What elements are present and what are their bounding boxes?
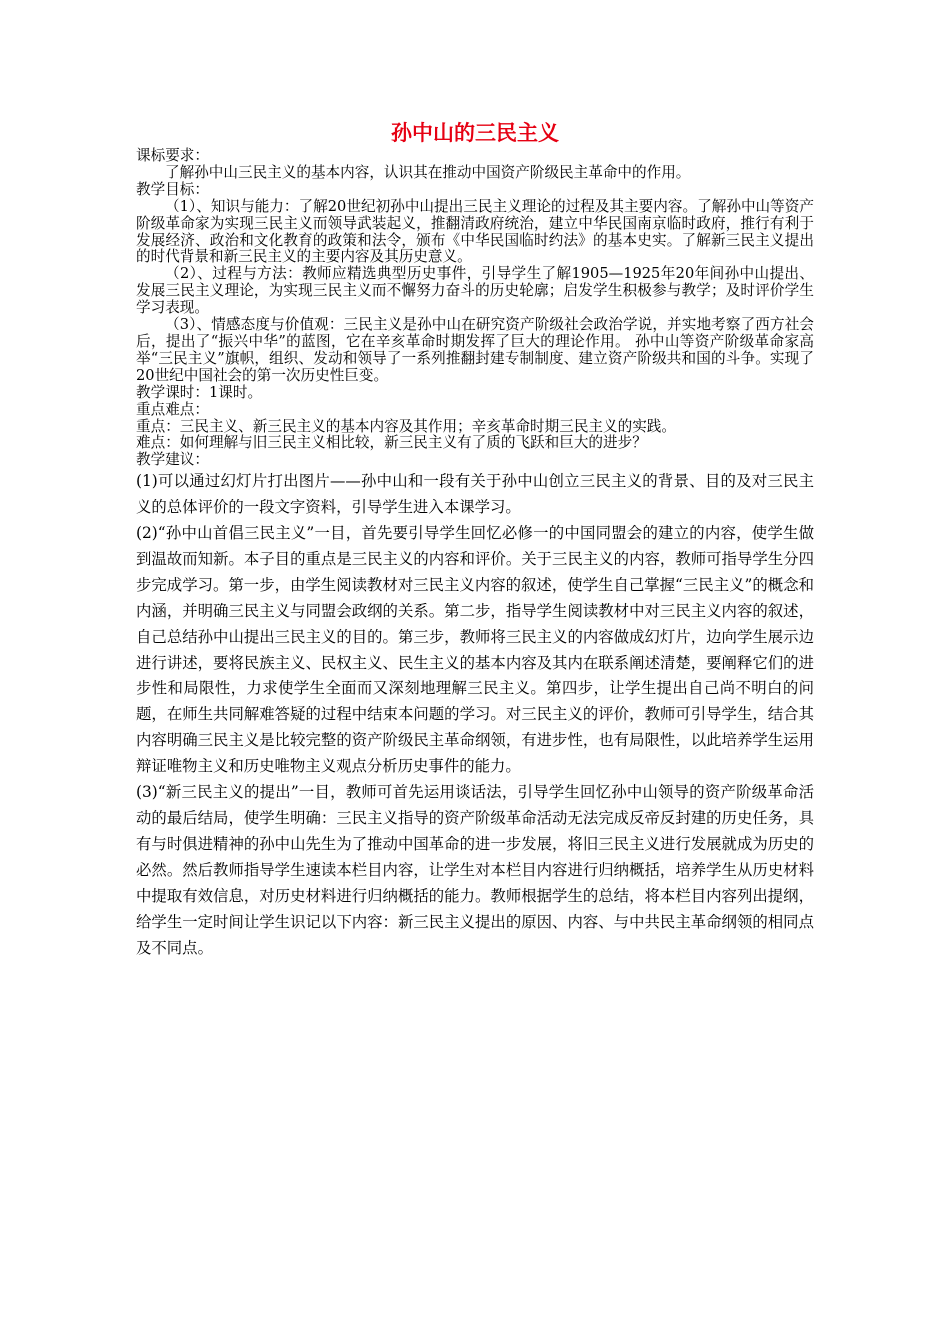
suggestion-3: (3)“新三民主义的提出”一目，教师可首先运用谈话法，引导学生回忆孙中山领导的资产阶级革命活动的最后结局，使学生明确：三民主义指导的资产阶级革命活动无法完成反帝反封建的历史任务，具有与时俱进精神的孙中山先生为了推动中国革命的进一步发展，将旧三民主义进行发展就成为历史的必然。然后教师指导学生速读本栏目内容，让学生对本栏目内容进行归纳概括，培养学生从历史材料中提取有效信息，对历史材料进行归纳概括的能力。教师根据学生的总结，将本栏目内容列出提纲，给学生一定时间让学生识记以下内容：新三民主义提出的原因、内容、与中共民主革命纲领的相同点及不同点。 <box>136 783 814 957</box>
suggestion-2: (2)“孙中山首倡三民主义”一目，首先要引导学生回忆必修一的中国同盟会的建立的内容，使学生做到温故而知新。本子目的重点是三民主义的内容和评价。关于三民主义的内容，教师可指导学生分四步完成学习。第一步，由学生阅读教材对三民主义内容的叙述，使学生自己掌握“三民主义”的概念和内涵，并明确三民主义与同盟会政纲的关系。第二步，指导学生阅读教材中对三民主义内容的叙述，自己总结孙中山提出三民主义的目的。第三步，教师将三民主义的内容做成幻灯片，边向学生展示边进行讲述，要将民族主义、民权主义、民生主义的基本内容及其内在联系阐述清楚，要阐释它们的进步性和局限性，力求使学生全面而又深刻地理解三民主义。第四步，让学生提出自己尚不明白的问题，在师生共同解难答疑的过程中结束本问题的学习。对三民主义的评价，教师可引导学生，结合其内容明确三民主义是比较完整的资产阶级民主革命纲领，有进步性，也有局限性，以此培养学生运用辩证唯物主义和历史唯物主义观点分析历史事件的能力。 <box>136 524 814 776</box>
suggestions-heading: 教学建议： <box>136 451 209 469</box>
objective-knowledge: （1）、知识与能力：了解20世纪初孙中山提出三民主义理论的过程及其主要内容。了解孙中山等资产阶级革命家为实现三民主义而领导武装起义，推翻清政府统治，建立中华民国南京临时政府，推行有利于发展经济、政治和文化教育的政策和法令，颁布《中华民国临时约法》的基本史实。了解新三民主义提出的时代背景和新三民主义的主要内容及其历史意义。 <box>136 197 814 266</box>
objective-process: （2）、过程与方法：教师应精选典型历史事件，引导学生了解1905—1925年20年间孙中山提出、发展三民主义理论，为实现三民主义而不懈努力奋斗的历史轮廓；启发学生积极参与教学；及时评价学生学习表现。 <box>136 265 814 317</box>
objectives-heading: 教学目标： <box>136 180 209 198</box>
curriculum-heading: 课标要求： <box>136 147 209 164</box>
objective-values: （3）、情感态度与价值观：三民主义是孙中山在研究资产阶级社会政治学说，并实地考察了西方社会后，提出了“振兴中华”的蓝图，它在辛亥革命时期发挥了巨大的理论作用。 孙中山等资产阶级革命家高举“三民主义”旗帜，组织、发动和领导了一系列推翻封建专制制度、建立资产阶级共和国的斗争。实现了20世纪中国社会的第一次历史性巨变。 <box>136 316 814 384</box>
difficult-point: 难点：如何理解与旧三民主义相比较，新三民主义有了质的飞跃和巨大的进步？ <box>136 434 647 452</box>
class-hours: 教学课时：1课时。 <box>136 383 263 401</box>
suggestion-1: (1)可以通过幻灯片打出图片——孙中山和一段有关于孙中山创立三民主义的背景、目的及对三民主义的总体评价的一段文字资料，引导学生进入本课学习。 <box>136 472 814 517</box>
key-point: 重点：三民主义、新三民主义的基本内容及其作用；辛亥革命时期三民主义的实践。 <box>136 417 676 435</box>
curriculum-text: 了解孙中山三民主义的基本内容，认识其在推动中国资产阶级民主革命中的作用。 <box>165 163 691 181</box>
suggestions-section <box>136 469 814 961</box>
document-page <box>136 118 814 961</box>
document-title: 孙中山的三民主义 <box>391 120 559 145</box>
compact-section <box>136 148 814 469</box>
key-points-heading: 重点难点： <box>136 400 209 418</box>
